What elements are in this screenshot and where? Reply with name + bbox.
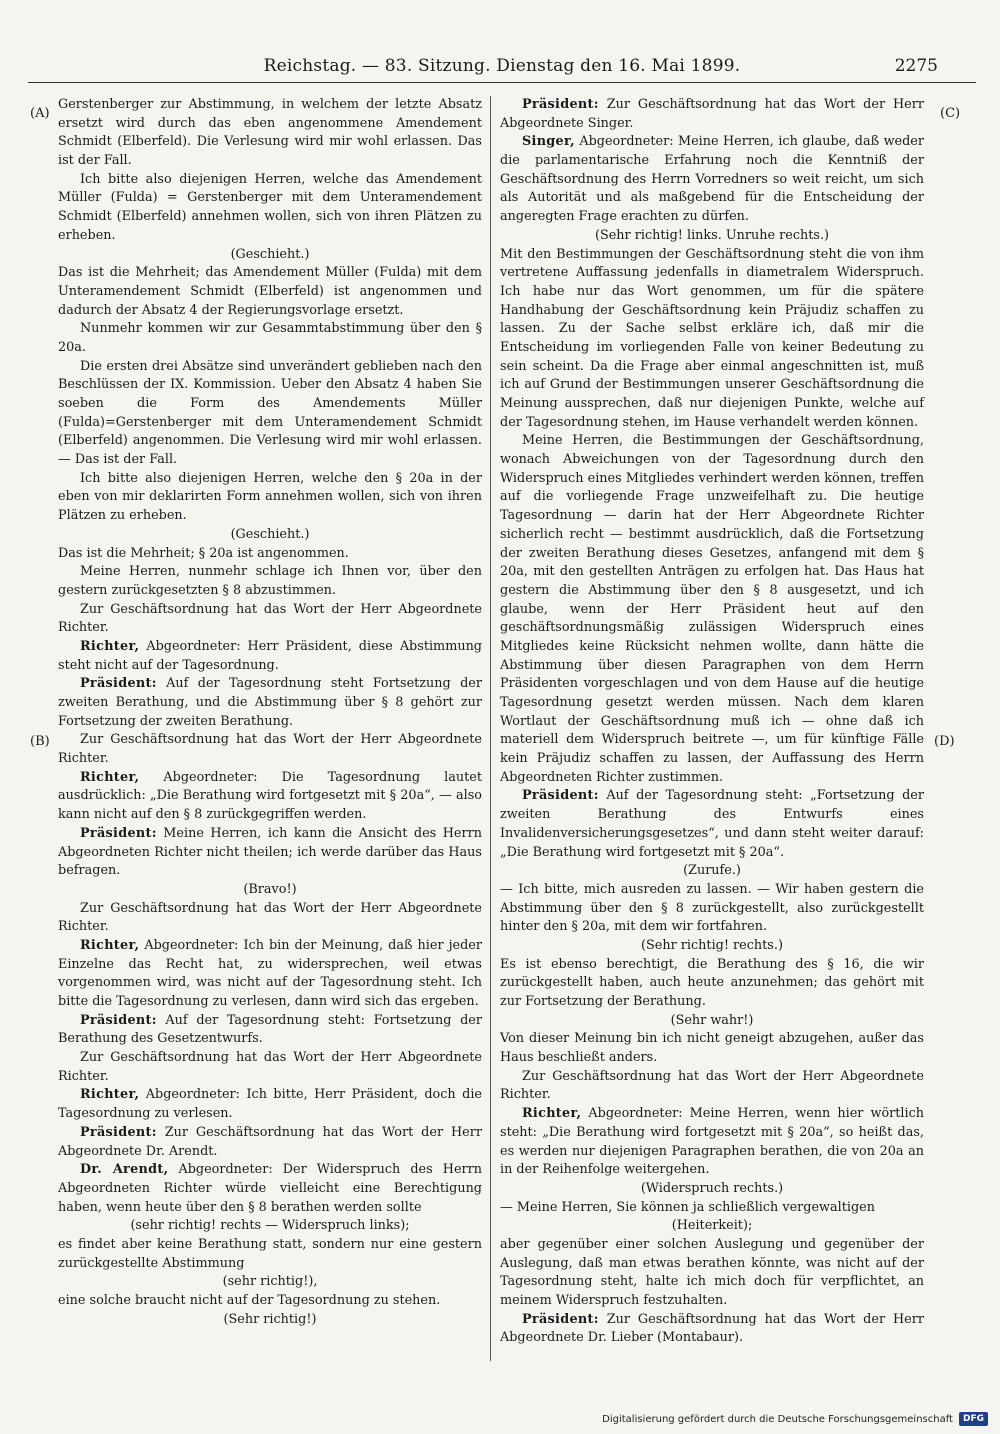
paragraph-text: (Zurufe.): [683, 863, 741, 879]
paragraph: [500, 1311, 924, 1348]
speaker-name: Richter,: [522, 1106, 582, 1122]
paragraph-text: Zur Geschäftsordnung hat das Wort der Herr Abgeordnete Richter.: [58, 900, 482, 935]
paragraph-text: Zur Geschäftsordnung hat das Wort der Herr Abgeordnete Richter.: [58, 732, 482, 767]
paragraph-text: — Ich bitte, mich ausreden zu lassen. — Wir haben gestern die Abstimmung über den § 8 zurückgestellt, also zurückgestellt hinter den § 20a, mit dem wir fortfahren.: [500, 881, 924, 935]
paragraph-text: Von dieser Meinung bin ich nicht geneigt abzugehen, außer das Haus beschließt anders.: [500, 1031, 924, 1066]
paragraph: [58, 246, 482, 265]
footer: [602, 1412, 988, 1426]
speaker-name: Dr. Arendt,: [80, 1162, 169, 1178]
paragraph: [500, 881, 924, 937]
paragraph-text: aber gegenüber einer solchen Auslegung und gegenüber der Auslegung, daß man etwas berathen könnte, was nicht auf der Tagesordnung steht, halte ich mich doch für verpflichtet, an meinem Widerspruch festzuhalten.: [500, 1236, 924, 1308]
paragraph: [58, 1217, 482, 1236]
paragraph: [500, 432, 924, 787]
paragraph-text: Abgeordneter: Herr Präsident, diese Abstimmung steht nicht auf der Tagesordnung.: [58, 638, 482, 673]
paragraph: [500, 227, 924, 246]
paragraph-text: Gerstenberger zur Abstimmung, in welchem der letzte Absatz ersetzt wird durch das eben angenommene Amendement Schmidt (Elberfeld). Die Verlesung wird mir wohl erlassen. Das ist der Fall.: [58, 97, 482, 169]
footer-credit: Digitalisierung gefördert durch die Deutsche Forschungsgemeinschaft: [602, 1413, 953, 1425]
paragraph-text: Zur Geschäftsordnung hat das Wort der Herr Abgeordnete Richter.: [58, 601, 482, 636]
margin-marker-b: (B): [30, 734, 50, 749]
paragraph: [58, 563, 482, 600]
paragraph-text: (Sehr wahr!): [670, 1012, 754, 1028]
paragraph-text: Auf der Tagesordnung steht: „Fortsetzung der zweiten Berathung des Entwurfs eines Invalidenversicherungsgesetzes“, und dann steht weiter darauf: „Die Berathung wird fortgesetzt mit § 20a“.: [500, 788, 924, 860]
paragraph: [58, 937, 482, 1012]
paragraph: [58, 825, 482, 881]
paragraph-text: Die ersten drei Absätze sind unverändert geblieben nach den Beschlüssen der IX. Kommission. Ueber den Absatz 4 haben Sie soeben die Form des Amendements Müller (Fulda)=Gerstenberger mit dem Unteramendement Schmidt (Elberfeld) angenommen. Die Verlesung wird mir wohl erlassen. — Das ist der Fall.: [58, 358, 482, 468]
paragraph: [58, 1236, 482, 1273]
margin-marker-c: (C): [940, 106, 961, 121]
paragraph: [58, 900, 482, 937]
paragraph-text: (Geschieht.): [230, 526, 310, 542]
speaker-name: Richter,: [80, 937, 140, 953]
paragraph: [58, 171, 482, 246]
paragraph: [500, 1199, 924, 1218]
paragraph: [58, 264, 482, 320]
paragraph-text: Zur Geschäftsordnung hat das Wort der Herr Abgeordnete Dr. Arendt.: [58, 1124, 482, 1159]
paragraph-text: Nunmehr kommen wir zur Gesammtabstimmung über den § 20a.: [58, 321, 482, 355]
paragraph: [500, 1012, 924, 1031]
paragraph: [500, 1030, 924, 1067]
paragraph: [500, 133, 924, 226]
paragraph: [58, 1012, 482, 1049]
paragraph-text: Meine Herren, die Bestimmungen der Geschäftsordnung, wonach Abweichungen von der Tagesordnung durch den Widerspruch eines Mitgliedes verhindert werden können, treffen auf die vorliegende Frage unzweifelhaft zu. Die heutige Tagesordnung — darin hat der Herr Abgeordnete Richter sicherlich recht — bestimmt ausdrücklich, daß die Fortsetzung der zweiten Berathung dieses Gesetzes, anfangend mit dem § 20a, mit den gestellten Anträgen zu erfolgen hat. Das Haus hat gestern die Abstimmung über den § 8 ausgesetzt, und ich glaube, wenn der Herr Präsident heut auf den geschäftsordnungsmäßig zulässigen Widerspruch eines Mitgliedes keine Rücksicht nehmen wollte, dann hätte die Abstimmung über diesen Paragraphen von dem Herrn Präsidenten vorgeschlagen und von dem Hause auf die heutige Tagesordnung gesetzt werden müssen. Nach dem klaren Wortlaut der Geschäftsordnung muß ich — ohne daß ich materiell dem Widerspruch beitrete —, um für künftige Fälle kein Präjudiz schaffen zu lassen, der Auffassung des Herrn Abgeordneten Richter zustimmen.: [500, 433, 924, 785]
column-divider: [490, 96, 491, 1361]
paragraph: [58, 1086, 482, 1123]
paragraph: [500, 1105, 924, 1180]
speaker-name: Präsident:: [522, 97, 599, 112]
paragraph-text: Mit den Bestimmungen der Geschäftsordnung steht die von ihm vertretene Auffassung jedenfalls in diametralem Widerspruch. Ich habe nur das Wort genommen, um für die spätere Handhabung der Geschäftsordnung kein Präjudiz schaffen zu lassen. Zu der Sache selbst erkläre ich, daß mir die Entscheidung im vorliegenden Falle von keiner Bedeutung zu sein scheint. Da die Frage aber einmal angeschnitten ist, muß ich auf Grund der Bestimmungen unserer Geschäftsordnung die Meinung aussprechen, daß nur diejenigen Punkte, welche auf der Tagesordnung stehen, im Hause verhandelt werden können.: [500, 246, 924, 430]
paragraph: [500, 937, 924, 956]
paragraph-text: (Widerspruch rechts.): [640, 1180, 784, 1196]
paragraph-text: (sehr richtig!),: [222, 1274, 318, 1290]
paragraph: [58, 731, 482, 768]
paragraph: [58, 1049, 482, 1086]
paragraph-text: Das ist die Mehrheit; § 20a ist angenommen.: [58, 545, 349, 561]
paragraph: [500, 246, 924, 433]
speaker-name: Präsident:: [80, 1124, 157, 1140]
paragraph-text: Auf der Tagesordnung steht: Fortsetzung der Berathung des Gesetzentwurfs.: [58, 1012, 482, 1047]
paragraph-text: Abgeordneter: Ich bitte, Herr Präsident, doch die Tagesordnung zu verlesen.: [58, 1087, 482, 1122]
paragraph: [58, 638, 482, 675]
paragraph: [58, 769, 482, 825]
paragraph: [58, 1161, 482, 1217]
paragraph: [58, 881, 482, 900]
paragraph-text: — Meine Herren, Sie können ja schließlich vergewaltigen: [500, 1199, 875, 1215]
paragraph-text: Auf der Tagesordnung steht Fortsetzung der zweiten Berathung, und die Abstimmung über § 8 gehört zur Fortsetzung der zweiten Berathung.: [58, 676, 482, 729]
paragraph: [500, 1236, 924, 1311]
paragraph-text: Ich bitte also diejenigen Herren, welche den § 20a in der eben von mir deklarirten Form annehmen wollen, sich von ihren Plätzen zu erheben.: [58, 470, 482, 524]
paragraph-text: (Sehr richtig! rechts.): [641, 937, 783, 953]
paragraph: [500, 1068, 924, 1105]
speaker-name: Präsident:: [522, 788, 599, 804]
speaker-name: Präsident:: [80, 676, 157, 692]
paragraph-text: es findet aber keine Berathung statt, sondern nur eine gestern zurückgestellte Abstimmung: [58, 1236, 482, 1271]
paragraph-text: (Heiterkeit);: [671, 1218, 753, 1234]
page-title: Reichstag. — 83. Sitzung. Dienstag den 16. Mai 1899.: [263, 56, 741, 76]
paragraph-text: (Sehr richtig!): [223, 1311, 317, 1327]
paragraph-text: Meine Herren, ich kann die Ansicht des Herrn Abgeordneten Richter nicht theilen; ich werde darüber das Haus befragen.: [58, 825, 482, 879]
paragraph-text: (Sehr richtig! links. Unruhe rechts.): [594, 227, 830, 243]
paragraph: [58, 358, 482, 470]
speaker-name: Singer,: [522, 134, 575, 150]
paragraph-text: eine solche braucht nicht auf der Tagesordnung zu stehen.: [58, 1293, 441, 1308]
paragraph: [58, 545, 482, 564]
paragraph: [500, 862, 924, 881]
paragraph-text: Abgeordneter: Meine Herren, ich glaube, daß weder die parlamentarische Erfahrung noch die Kenntniß der Geschäftsordnung des Herrn Vorredners so weit reicht, um sich als Autorität und als maßgebend für die Entscheidung der angeregten Frage erachten zu dürfen.: [500, 134, 924, 225]
paragraph: [58, 526, 482, 545]
speaker-name: Präsident:: [522, 1311, 599, 1327]
paragraph-text: Abgeordneter: Der Widerspruch des Herrn Abgeordneten Richter würde vielleicht eine Berechtigung haben, wenn heute über den § 8 berathen werden sollte: [58, 1162, 482, 1215]
paragraph: [58, 601, 482, 638]
paragraph: [500, 956, 924, 1012]
paragraph-text: Abgeordneter: Die Tagesordnung lautet ausdrücklich: „Die Berathung wird fortgesetzt mit § 20a“, — also kann nicht auf den § 8 zurückgegriffen werden.: [58, 769, 482, 823]
paragraph-text: Zur Geschäftsordnung hat das Wort der Herr Abgeordnete Singer.: [500, 97, 924, 131]
paragraph: [500, 1217, 924, 1236]
paragraph-text: Abgeordneter: Meine Herren, wenn hier wörtlich steht: „Die Berathung wird fortgesetzt mit § 20a“, so heißt das, es werden nur diejenigen Paragraphen berathen, die von 20a an in der Reihenfolge weitergehen.: [500, 1106, 924, 1178]
paragraph: [58, 96, 482, 171]
paragraph: [500, 1180, 924, 1199]
page-header: [28, 52, 976, 83]
paragraph-text: (Geschieht.): [230, 246, 310, 262]
paragraph: [58, 1124, 482, 1161]
paragraph-text: Es ist ebenso berechtigt, die Berathung des § 16, die wir zurückgestellt haben, auch heute anzunehmen; das gehört mit zur Fortsetzung der Berathung.: [500, 956, 924, 1009]
paragraph-text: Meine Herren, nunmehr schlage ich Ihnen vor, über den gestern zurückgesetzten § 8 abzustimmen.: [58, 564, 482, 598]
speaker-name: Richter,: [80, 1087, 140, 1103]
paragraph-text: (sehr richtig! rechts — Widerspruch links);: [130, 1218, 410, 1234]
paragraph-text: Abgeordneter: Ich bin der Meinung, daß hier jeder Einzelne das Recht hat, zu widersprechen, weil etwas vorgenommen wird, was nicht auf der Tagesordnung steht. Ich bitte die Tagesordnung zu verlesen, dann wird sich das ergeben.: [58, 937, 482, 1009]
paragraph-text: Ich bitte also diejenigen Herren, welche das Amendement Müller (Fulda) = Gerstenberger mit dem Unteramendement Schmidt (Elberfeld) annehmen wollen, sich von ihren Plätzen zu erheben.: [58, 171, 482, 243]
paragraph-text: Zur Geschäftsordnung hat das Wort der Herr Abgeordnete Dr. Lieber (Montabaur).: [500, 1311, 924, 1346]
paragraph-text: Zur Geschäftsordnung hat das Wort der Herr Abgeordnete Richter.: [500, 1068, 924, 1103]
paragraph: [58, 675, 482, 731]
paragraph-text: (Bravo!): [243, 881, 297, 897]
speaker-name: Richter,: [80, 769, 140, 785]
paragraph: [500, 96, 924, 133]
paragraph: [58, 470, 482, 526]
margin-marker-a: (A): [30, 106, 50, 121]
paragraph-text: Das ist die Mehrheit; das Amendement Müller (Fulda) mit dem Unteramendement Schmidt (Elberfeld) ist angenommen und dadurch der Absatz 4 der Regierungsvorlage ersetzt.: [58, 265, 482, 318]
dfg-logo-icon: DFG: [959, 1412, 988, 1426]
paragraph: [58, 1273, 482, 1292]
speaker-name: Präsident:: [80, 1012, 157, 1028]
paragraph: [58, 1311, 482, 1330]
left-column: [58, 96, 482, 1329]
speaker-name: Richter,: [80, 638, 140, 654]
paragraph: [58, 320, 482, 357]
page-number: 2275: [894, 56, 938, 76]
speaker-name: Präsident:: [80, 825, 157, 841]
right-column: [500, 96, 924, 1348]
margin-marker-d: (D): [934, 734, 955, 749]
paragraph: [500, 787, 924, 862]
paragraph: [58, 1292, 482, 1311]
paragraph-text: Zur Geschäftsordnung hat das Wort der Herr Abgeordnete Richter.: [58, 1050, 482, 1084]
